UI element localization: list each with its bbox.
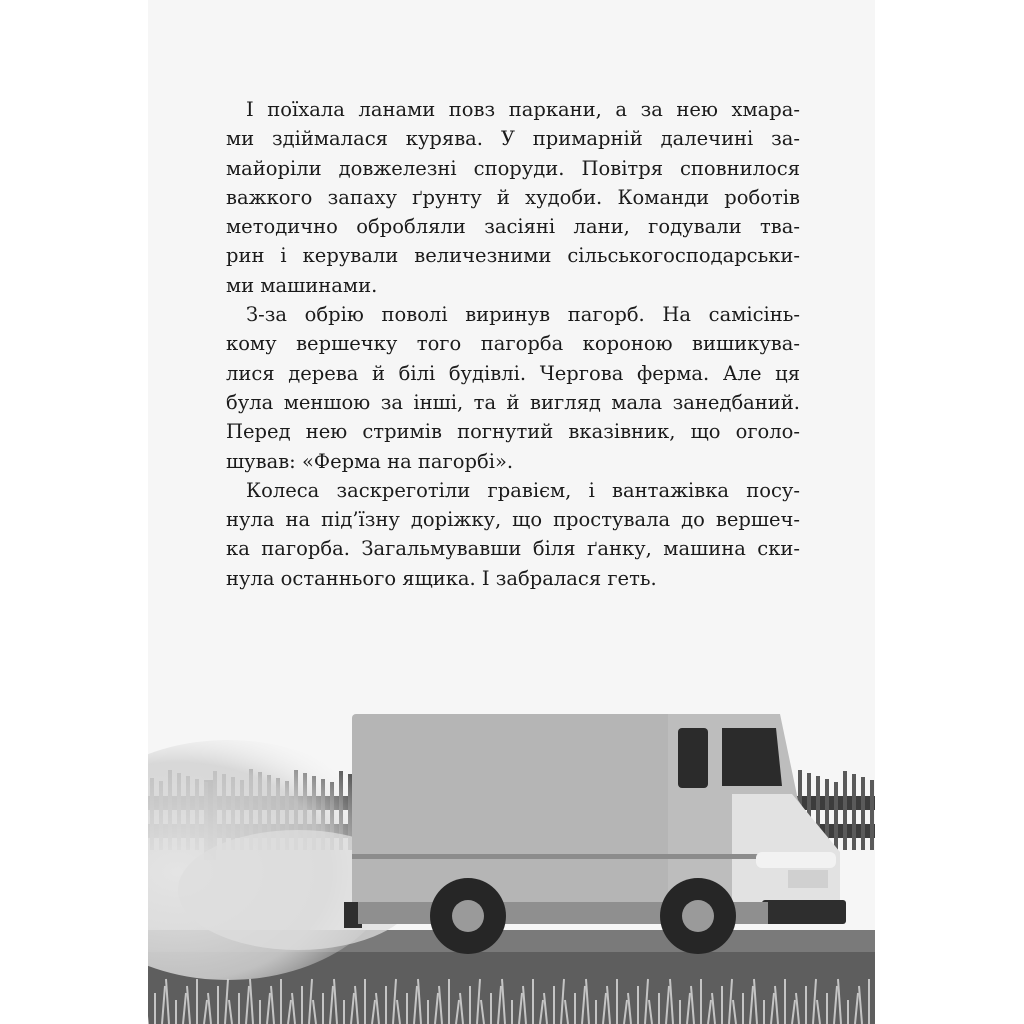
text-block bbox=[226, 95, 800, 593]
book-page bbox=[148, 0, 875, 1024]
text-line: методично обробляли засіяні лани, годували тва- bbox=[226, 215, 800, 239]
truck-bumper bbox=[762, 900, 846, 924]
paragraph-1 bbox=[226, 95, 800, 300]
text-line: З-за обрію поволі виринув пагорб. На самісінь- bbox=[246, 303, 800, 327]
truck-stripe bbox=[352, 854, 772, 859]
text-line: кому вершечку того пагорба короною вишикува- bbox=[226, 332, 800, 356]
truck-illustration bbox=[148, 690, 875, 1024]
text-line: ми здіймалася курява. У примарній далечині за- bbox=[226, 127, 800, 151]
fence-picket bbox=[843, 771, 847, 850]
truck-front-wheel bbox=[660, 878, 736, 954]
truck-windshield bbox=[722, 728, 782, 786]
truck-grille bbox=[788, 870, 828, 888]
truck bbox=[344, 714, 846, 954]
text-line: важкого запаху ґрунту й худоби. Команди роботів bbox=[226, 185, 800, 209]
text-line: Колеса заскреготіли гравієм, і вантажівка посу- bbox=[246, 478, 800, 502]
text-line: рин і керували величезними сільськогосподарськи- bbox=[226, 244, 800, 268]
text-line: майоріли довжелезні споруди. Повітря сповнилося bbox=[226, 156, 800, 180]
fence-picket bbox=[870, 780, 874, 850]
text-line: І поїхала ланами повз паркани, а за нею хмара- bbox=[246, 98, 800, 121]
truck-headlight bbox=[756, 852, 836, 868]
paragraph-2 bbox=[226, 300, 800, 476]
fence-picket bbox=[834, 782, 838, 850]
text-line: ми машинами. bbox=[226, 273, 378, 297]
text-line: шував: «Ферма на пагорбі». bbox=[226, 449, 514, 473]
text-line: нула останнього ящика. І забралася геть. bbox=[226, 566, 657, 590]
text-line: ка пагорба. Загальмувавши біля ґанку, машина ски- bbox=[226, 537, 800, 561]
text-line: Перед нею стримів погнутий вказівник, що оголо- bbox=[226, 420, 800, 444]
paragraph-3 bbox=[226, 476, 800, 593]
text-line: була меншою за інші, та й вигляд мала занедбаний. bbox=[226, 390, 800, 414]
text-line: нула на під’їзну доріжку, що простувала до вершеч- bbox=[226, 508, 800, 532]
text-line: лися дерева й білі будівлі. Чергова ферма. Але ця bbox=[226, 361, 800, 385]
fence-picket bbox=[852, 774, 856, 850]
truck-rear-wheel bbox=[430, 878, 506, 954]
fence-picket bbox=[861, 777, 865, 850]
truck-side-window bbox=[678, 728, 708, 788]
